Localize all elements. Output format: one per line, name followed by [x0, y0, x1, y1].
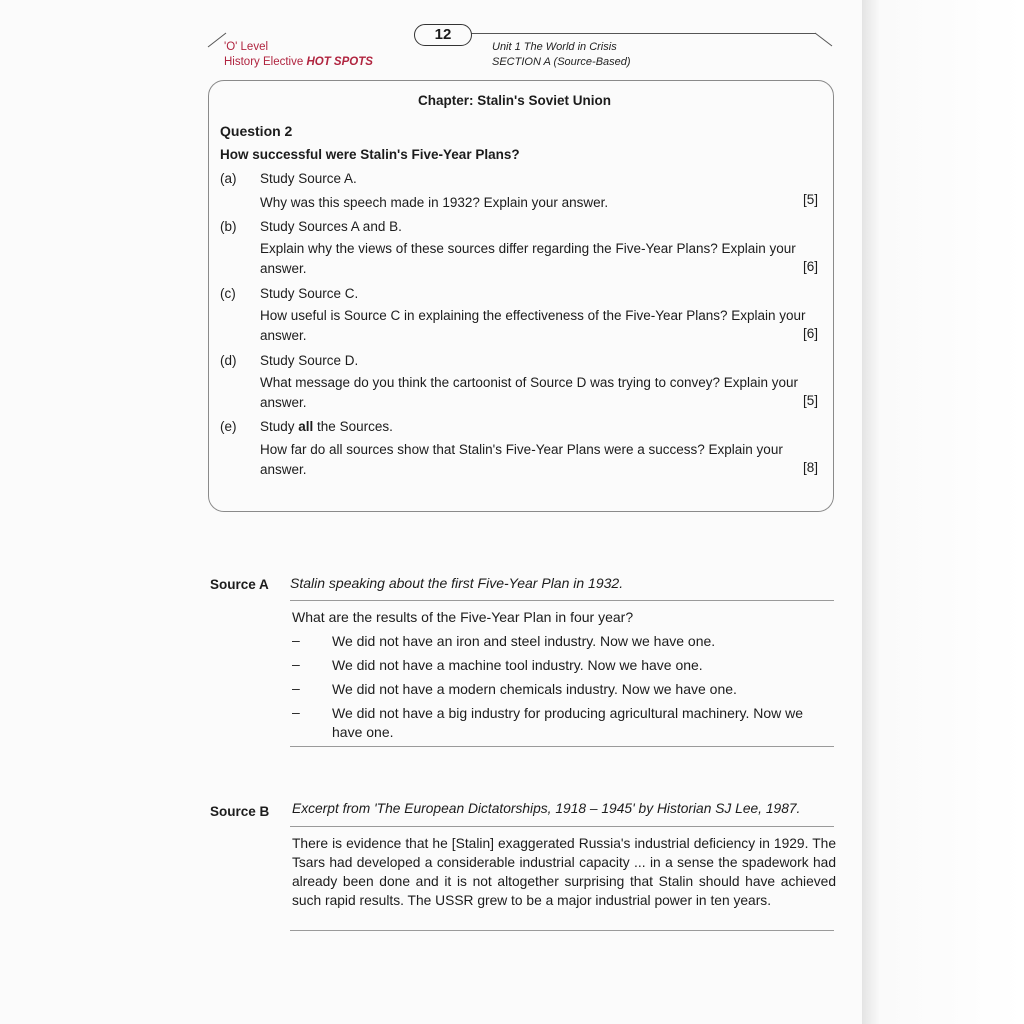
page-number: 12	[414, 24, 472, 46]
source-a-top-rule	[290, 600, 834, 601]
header-hot-spots: HOT SPOTS	[306, 56, 373, 68]
header-left	[224, 40, 373, 70]
source-b-top-rule	[290, 826, 834, 827]
part-b-text: Explain why the views of these sources differ regarding the Five-Year Plans? Explain your answer.	[260, 241, 796, 276]
part-e-label: (e)	[220, 419, 237, 434]
header-rule	[470, 33, 816, 34]
source-a-item-1: We did not have an iron and steel industry. Now we have one.	[332, 633, 716, 649]
header-subject: History Elective	[224, 56, 304, 68]
source-b-bottom-rule	[290, 930, 834, 931]
source-a-intro: What are the results of the Five-Year Plan in four year?	[292, 609, 634, 625]
header-section: SECTION A (Source-Based)	[492, 56, 631, 68]
part-a-text: Why was this speech made in 1932? Explain your answer.	[260, 195, 609, 210]
source-a-caption: Stalin speaking about the first Five-Year Plan in 1932.	[290, 575, 624, 591]
part-a-marks: [5]	[802, 192, 818, 207]
source-a-item-2: We did not have a machine tool industry. Now we have one.	[332, 657, 703, 673]
part-d-marks: [5]	[802, 393, 818, 408]
source-a-label: Source A	[210, 577, 269, 592]
part-e-study-bold: all	[298, 419, 314, 434]
source-b-label: Source B	[210, 804, 270, 819]
header-unit: Unit 1 The World in Crisis	[492, 41, 617, 53]
part-d-label: (d)	[220, 353, 237, 368]
part-e-text: How far do all sources show that Stalin's Five-Year Plans were a success? Explain your answer.	[260, 442, 783, 477]
part-a-label: (a)	[220, 171, 237, 186]
part-e-study-post: the Sources.	[313, 419, 393, 434]
source-a-item-4: We did not have a big industry for producing agricultural machinery. Now we have one.	[332, 705, 804, 740]
part-c-text: How useful is Source C in explaining the effectiveness of the Five-Year Plans? Explain your answer.	[260, 308, 806, 343]
source-a-bottom-rule	[290, 746, 834, 747]
header-rule-end-decoration	[812, 32, 834, 48]
part-b-marks: [6]	[802, 259, 818, 274]
part-c-marks: [6]	[802, 326, 818, 341]
question-heading: How successful were Stalin's Five-Year Plans?	[220, 147, 520, 162]
source-a-dash-1: –	[292, 632, 300, 648]
part-a-study: Study Source A.	[260, 171, 357, 186]
question-title: Question 2	[220, 123, 293, 139]
source-b-body: There is evidence that he [Stalin] exaggerated Russia's industrial deficiency in 1929. The Tsars had developed a considerable industrial capacity ... in a sense the spadework had already been done and it is not altogether surprising that Stalin should have achieved such rapid results. The USSR grew to be a major industrial power in ten years.	[292, 836, 836, 908]
source-a-dash-3: –	[292, 680, 300, 696]
source-a-item-3: We did not have a modern chemicals industry. Now we have one.	[332, 681, 737, 697]
part-e-marks: [8]	[802, 460, 818, 475]
part-c-label: (c)	[220, 286, 236, 301]
header-right	[492, 40, 631, 70]
part-d-text: What message do you think the cartoonist of Source D was trying to convey? Explain your answer.	[260, 375, 799, 410]
part-b-label: (b)	[220, 219, 237, 234]
part-e-study	[260, 419, 393, 434]
chapter-title: Chapter: Stalin's Soviet Union	[418, 93, 611, 108]
part-b-study: Study Sources A and B.	[260, 219, 402, 234]
part-e-study-pre: Study	[260, 419, 299, 434]
part-c-study: Study Source C.	[260, 286, 359, 301]
source-b-caption: Excerpt from 'The European Dictatorships, 1918 – 1945' by Historian SJ Lee, 1987.	[292, 801, 801, 816]
source-a-dash-2: –	[292, 656, 300, 672]
page-edge-shadow	[862, 0, 1024, 1024]
part-d-study: Study Source D.	[260, 353, 359, 368]
header-level: 'O' Level	[224, 41, 269, 53]
header-subject-line	[224, 55, 373, 70]
source-a-dash-4: –	[292, 704, 300, 720]
